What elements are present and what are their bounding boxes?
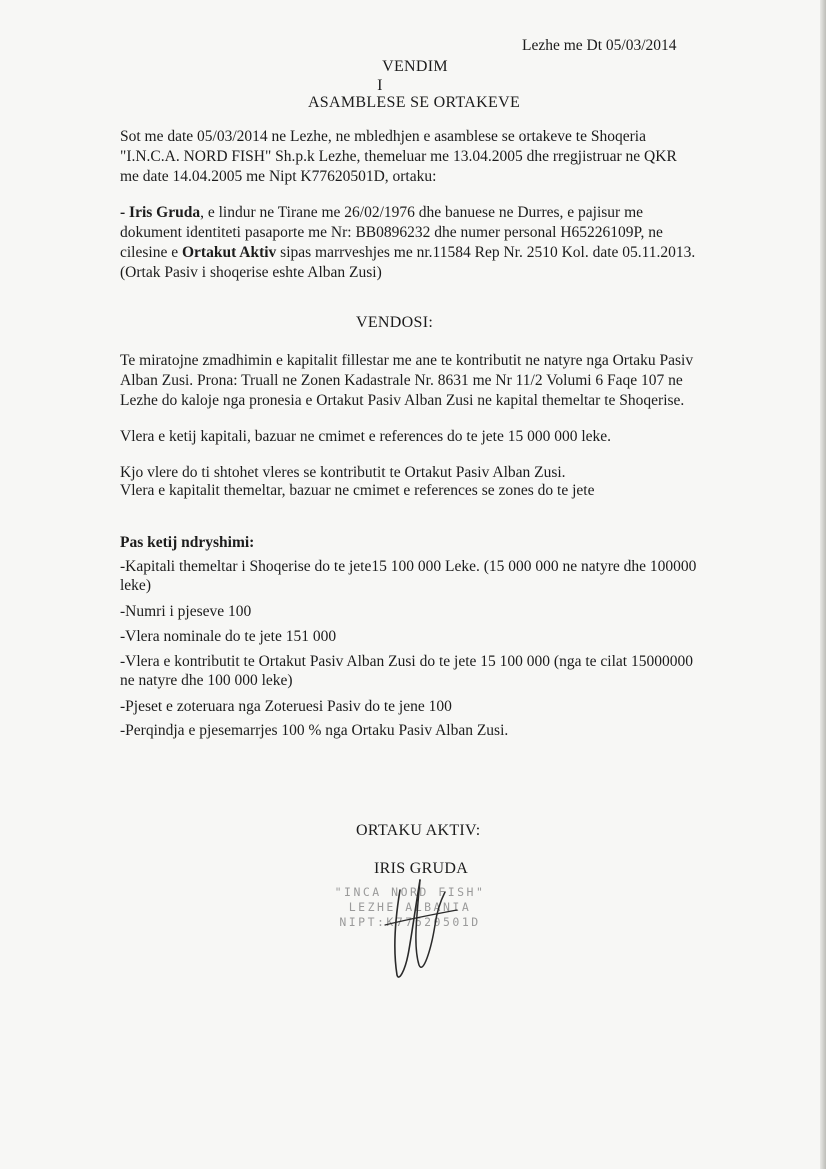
member-role: Ortakut Aktiv — [181, 244, 277, 261]
member-line-1 — [120, 203, 720, 222]
change-item-2: -Numri i pjeseve 100 — [120, 603, 252, 620]
decision-p3-line-2: Vlera e kapitalit themeltar, bazuar ne cmimet e references se zones do te jete — [120, 482, 595, 499]
member-line-1-rest: , e lindur ne Tirane me 26/02/1976 dhe banuese ne Durres, e pajisur me — [200, 204, 644, 221]
member-line-3-post: sipas marrveshjes me nr.11584 Rep Nr. 2510 Kol. date 05.11.2013. — [276, 244, 696, 261]
handwritten-signature — [375, 870, 465, 990]
change-item-4-line-2: ne natyre dhe 100 000 leke) — [120, 672, 293, 689]
member-line-3 — [120, 243, 720, 262]
member-line-3-pre: cilesine e — [120, 244, 182, 261]
member-name: - Iris Gruda — [120, 204, 201, 221]
member-line-4: (Ortak Pasiv i shoqerise eshte Alban Zusi) — [120, 264, 382, 281]
title-line-3: ASAMBLESE SE ORTAKEVE — [307, 94, 521, 111]
decision-p1-line-2: Alban Zusi. Prona: Truall ne Zonen Kadastrale Nr. 8631 me Nr 11/2 Volumi 6 Faqe 107 ne — [120, 372, 683, 389]
stamp-line-1: "INCA NORD FISH" — [334, 885, 486, 899]
page-edge-shadow — [820, 0, 826, 1169]
decision-p1-line-3: Lezhe do kaloje nga pronesia e Ortakut Pasiv Alban Zusi ne kapital themeltar te Shoqerise. — [120, 392, 685, 409]
decision-p2: Vlera e ketij kapitali, bazuar ne cmimet e references do te jete 15 000 000 leke. — [120, 428, 612, 445]
change-item-4-line-1: -Vlera e kontributit te Ortakut Pasiv Alban Zusi do te jete 15 100 000 (nga te cilat 15000000 — [120, 653, 693, 670]
title-line-1: VENDIM — [382, 58, 448, 75]
change-item-1-line-2: leke) — [120, 577, 151, 594]
decision-p1-line-1: Te miratojne zmadhimin e kapitalit fillestar me ane te kontributit ne natyre nga Ortaku Pasiv — [120, 352, 694, 369]
signature-role: ORTAKU AKTIV: — [356, 822, 481, 839]
stamp-line-2: LEZHE ALBANIA — [348, 900, 472, 914]
intro-line-3: me date 14.04.2005 me Nipt K77620501D, ortaku: — [120, 168, 437, 185]
intro-line-2: "I.N.C.A. NORD FISH" Sh.p.k Lezhe, themeluar me 13.04.2005 dhe rregjistruar ne QKR — [120, 148, 677, 165]
changes-heading-text: Pas ketij ndryshimi: — [120, 534, 255, 551]
change-item-1-line-1: -Kapitali themeltar i Shoqerise do te jete15 100 000 Leke. (15 000 000 ne natyre dhe 100000 — [120, 558, 697, 575]
stamp-line-3: NIPT:K77620501D — [339, 915, 481, 929]
title-line-2: I — [377, 77, 383, 94]
decision-heading: VENDOSI: — [356, 314, 434, 331]
change-item-3: -Vlera nominale do te jete 151 000 — [120, 628, 337, 645]
change-item-6: -Perqindja e pjesemarrjes 100 % nga Ortaku Pasiv Alban Zusi. — [120, 722, 509, 739]
place-date: Lezhe me Dt 05/03/2014 — [522, 37, 677, 54]
member-line-2: dokument identiteti pasaporte me Nr: BB0896232 dhe numer personal H65226109P, ne — [120, 224, 663, 241]
intro-line-1: Sot me date 05/03/2014 ne Lezhe, ne mbledhjen e asamblese se ortakeve te Shoqeria — [120, 128, 646, 145]
decision-p3-line-1: Kjo vlere do ti shtohet vleres se kontributit te Ortakut Pasiv Alban Zusi. — [120, 464, 566, 481]
change-item-5: -Pjeset e zoteruara nga Zoteruesi Pasiv do te jene 100 — [120, 698, 452, 715]
changes-heading — [120, 533, 720, 552]
signature-name: IRIS GRUDA — [374, 860, 469, 877]
